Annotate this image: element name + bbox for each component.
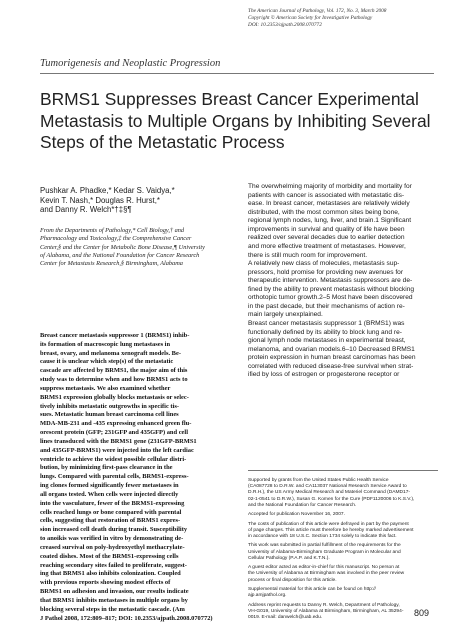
title-line: BRMS1 Suppresses Breast Cancer Experimental — [40, 89, 419, 109]
body-line: gional lymph node metastases in experimental breast, — [248, 337, 406, 345]
abstract-line: BRMS1 expression globally blocks metastasis or selec- — [40, 393, 189, 401]
footnote-paragraph — [248, 522, 438, 541]
abstract-line: cells reached lungs or bone compared with parental — [40, 508, 182, 516]
footnote-line: of page charges. This article must therefore be hereby marked advertisement — [248, 527, 414, 533]
journal-header — [248, 8, 448, 30]
abstract-line: blocking several steps in the metastatic cascade. (Am — [40, 605, 185, 613]
journal-copyright: Copyright © American Society for Investigative Pathology — [248, 15, 373, 22]
footnote-line: 0019. E-mail: danwelch@uab.edu. — [248, 614, 323, 620]
section-rule — [40, 73, 434, 74]
title-line: Steps of the Metastatic Process — [40, 132, 285, 152]
footnote-line: in accordance with 18 U.S.C. Section 1734 solely to indicate this fact. — [248, 534, 397, 539]
footnote-line: A guest editor acted as editor-in-chief for this manuscript. No person at — [248, 565, 400, 571]
author-affiliation — [40, 227, 240, 268]
abstract-line: into the vasculature, fewer of the BRMS1-expressing — [40, 499, 185, 507]
footnote-line: University of Alabama-Birmingham Graduate Program in Molecular and — [248, 549, 401, 555]
body-line: there is still much room for improvement. — [248, 251, 368, 259]
abstract-line: ing that BRMS1 also inhibits colonization. Coupled — [40, 570, 181, 578]
abstract-line: J Pathol 2008, 172:809–817; DOI: 10.2353/ajpath.2008.070772) — [40, 614, 213, 622]
page-number: 809 — [414, 608, 430, 618]
abstract-line: BRMS1 on adhesion and invasion, our results indicate — [40, 588, 189, 596]
body-line: pressors, hold promise for providing new avenues for — [248, 268, 404, 276]
footnote-paragraph — [248, 512, 438, 518]
author-line: and Danny R. Welch*†‡§¶ — [40, 205, 132, 215]
body-line: melanoma, and ovarian models.6–10 Decreased BRMS1 — [248, 345, 415, 353]
abstract-line: cells, suggesting that restoration of BRMS1 expres- — [40, 517, 181, 525]
abstract-line: creased survival on poly-hydroxyethyl methacrylate- — [40, 543, 185, 551]
footnote-line: 02-1-0541 to D.R.W.), Susan G. Komen for the Cure (PDF1120006 to K.S.V.), — [248, 496, 415, 502]
footnote-line: D.R.H.), the US Army Medical Research and Materiel Command (DAMD17- — [248, 490, 411, 496]
footnote-line: Address reprint requests to Danny R. Welch, Department of Pathology, — [248, 602, 400, 608]
abstract-line: with previous reports showing modest effects of — [40, 579, 171, 587]
footnote-line: Cellular Pathology (P.A.P. and K.T.N.). — [248, 555, 330, 561]
footnote-rule — [248, 470, 438, 471]
abstract-line: Breast cancer metastasis suppressor 1 (BRMS1) inhib- — [40, 332, 190, 339]
body-line: ified by loss of estrogen or progesterone receptor or — [248, 371, 400, 379]
abstract-line: cause it is unclear which step(s) of the metastatic — [40, 358, 174, 366]
abstract-line: coated dishes. Most of the BRMS1-expressing cells — [40, 552, 179, 560]
body-line: The overwhelming majority of morbidity and mortality for — [248, 183, 412, 190]
abstract-line: ventricle to achieve the widest possible cellular distri- — [40, 455, 187, 463]
body-line: orthotopic tumor growth.2–5 Most have been discovered — [248, 294, 413, 302]
title-line: Metastasis to Multiple Organs by Inhibiting Several — [40, 110, 431, 131]
footnote-line: Supplemental material for this article can be found on http:// — [248, 586, 376, 592]
body-line: main largely unexplained. — [248, 311, 323, 319]
abstract-line: ing clones formed significantly fewer metastases in — [40, 482, 179, 490]
abstract-line: sues. Metastatic human breast carcinoma cell lines — [40, 411, 179, 419]
abstract-line: that BRMS1 inhibits metastases in multiple organs by — [40, 596, 188, 604]
abstract-line: orescent protein (GFP; 231GFP and 435GFP) and cell — [40, 429, 188, 437]
footnote-line: and the National Foundation for Cancer Research. — [248, 502, 357, 508]
abstract-line: reaching secondary sites failed to proliferate, suggest- — [40, 561, 187, 569]
abstract-line: cascade are affected by BRMS1, the major aim of this — [40, 367, 188, 375]
body-line: ease. In breast cancer, metastases are relatively widely — [248, 200, 410, 208]
author-list — [40, 186, 230, 215]
abstract-line: tively inhibits metastatic outgrowths in specific tis- — [40, 402, 179, 410]
abstract-line: MDA-MB-231 and -435 expressing enhanced green flu- — [40, 420, 192, 428]
abstract-line: study was to determine when and how BRMS1 acts to — [40, 376, 188, 384]
body-line: distributed, with the most common sites being bone, — [248, 208, 400, 216]
body-line: in the past decade, but their mechanisms of action re- — [248, 302, 405, 310]
footnote-paragraph — [248, 478, 438, 509]
body-line: and more effective treatment of metastases. However, — [248, 242, 406, 250]
abstract-line: its formation of macroscopic lung metastases in — [40, 340, 171, 348]
body-line: regional lymph nodes, lung, liver, and brain.1 Significant — [248, 217, 412, 225]
body-line: improvements in survival and quality of life have been — [248, 225, 405, 233]
abstract-line: all organs tested. When cells were injected directly — [40, 490, 179, 498]
footnote-line: Accepted for publication November 16, 2007. — [248, 512, 345, 518]
footnote-paragraph — [248, 587, 438, 599]
article-title — [40, 89, 440, 154]
footnote-line: This work was submitted in partial fulfillment of the requirements for the — [248, 543, 401, 549]
journal-doi: DOI: 10.2353/ajpath.2008.070772 — [248, 22, 322, 29]
author-line: Kevin T. Nash,* Douglas R. Hurst,* — [40, 195, 160, 205]
author-line: Pushkar A. Phadke,* Kedar S. Vaidya,* — [40, 186, 175, 195]
abstract-line: and 435GFP-BRMS1) were injected into the left cardiac — [40, 446, 194, 454]
abstract — [40, 332, 230, 623]
affiliation-line: Center for Metastasis Research,§ Birmingham, Alabama — [40, 260, 183, 268]
footnotes — [248, 478, 438, 624]
body-line: functionally defined by its ability to block lung and re- — [248, 328, 402, 336]
affiliation-line: Pharmacology and Toxicology,‡ the Comprehensive Cancer — [40, 235, 192, 243]
body-line: realized over several decades due to earlier detection — [248, 234, 405, 242]
affiliation-line: of Alabama, and the National Foundation for Cancer Research — [40, 251, 200, 259]
affiliation-line: From the Departments of Pathology,* Cell Biology,† and — [40, 227, 185, 234]
body-line: therapeutic intervention. Metastasis suppressors are de- — [248, 277, 413, 285]
footnote-line: (CA087728 to D.R.W. and CA113037 National Research Service Award to — [248, 484, 407, 490]
affiliation-line: Center,§ and the Center for Metabolic Bone Disease,¶ University — [40, 243, 205, 251]
body-line: protein expression in human breast carcinomas has been — [248, 354, 416, 362]
body-line: Breast cancer metastasis suppressor 1 (BRMS1) was — [248, 320, 405, 327]
footnote-line: ajp.amjpathol.org. — [248, 593, 287, 599]
footnote-paragraph — [248, 565, 438, 584]
introduction-text — [248, 183, 438, 380]
abstract-line: breast, ovary, and melanoma xenograft models. Be- — [40, 349, 181, 357]
section-heading: Tumorigenesis and Neoplastic Progression — [40, 58, 221, 69]
abstract-line: to anoikis was verified in vitro by demonstrating de- — [40, 535, 184, 543]
footnote-line: Supported by grants from the United States Public Health Service — [248, 478, 389, 483]
journal-citation: The American Journal of Pathology, Vol. 172, No. 3, March 2008 — [248, 8, 387, 14]
footnote-line: process or final disposition for this article. — [248, 577, 337, 583]
body-line: fined by the ability to prevent metastasis without blocking — [248, 285, 415, 293]
body-line: correlated with reduced disease-free survival when strat- — [248, 362, 414, 370]
abstract-line: sion increased cell death during transit. Susceptibility — [40, 526, 188, 534]
abstract-line: lungs. Compared with parental cells, BRMS1-express- — [40, 473, 189, 481]
footnote-line: VH-G019, University of Alabama at Birmingham, Birmingham, AL 35294- — [248, 608, 404, 614]
abstract-line: lines transduced with the BRMS1 gene (231GFP-BRMS1 — [40, 437, 197, 445]
body-line: A relatively new class of molecules, metastasis sup- — [248, 260, 400, 268]
body-line: patients with cancer is associated with metastatic dis- — [248, 191, 405, 199]
footnote-paragraph — [248, 543, 438, 562]
footnote-line: The costs of publication of this article were defrayed in part by the payment — [248, 521, 409, 527]
footnote-paragraph — [248, 603, 438, 622]
footnote-line: the University of Alabama at Birmingham was involved in the peer review — [248, 571, 405, 577]
abstract-line: bution, by minimizing first-pass clearance in the — [40, 464, 173, 472]
abstract-line: suppress metastasis. We also examined whether — [40, 384, 171, 392]
